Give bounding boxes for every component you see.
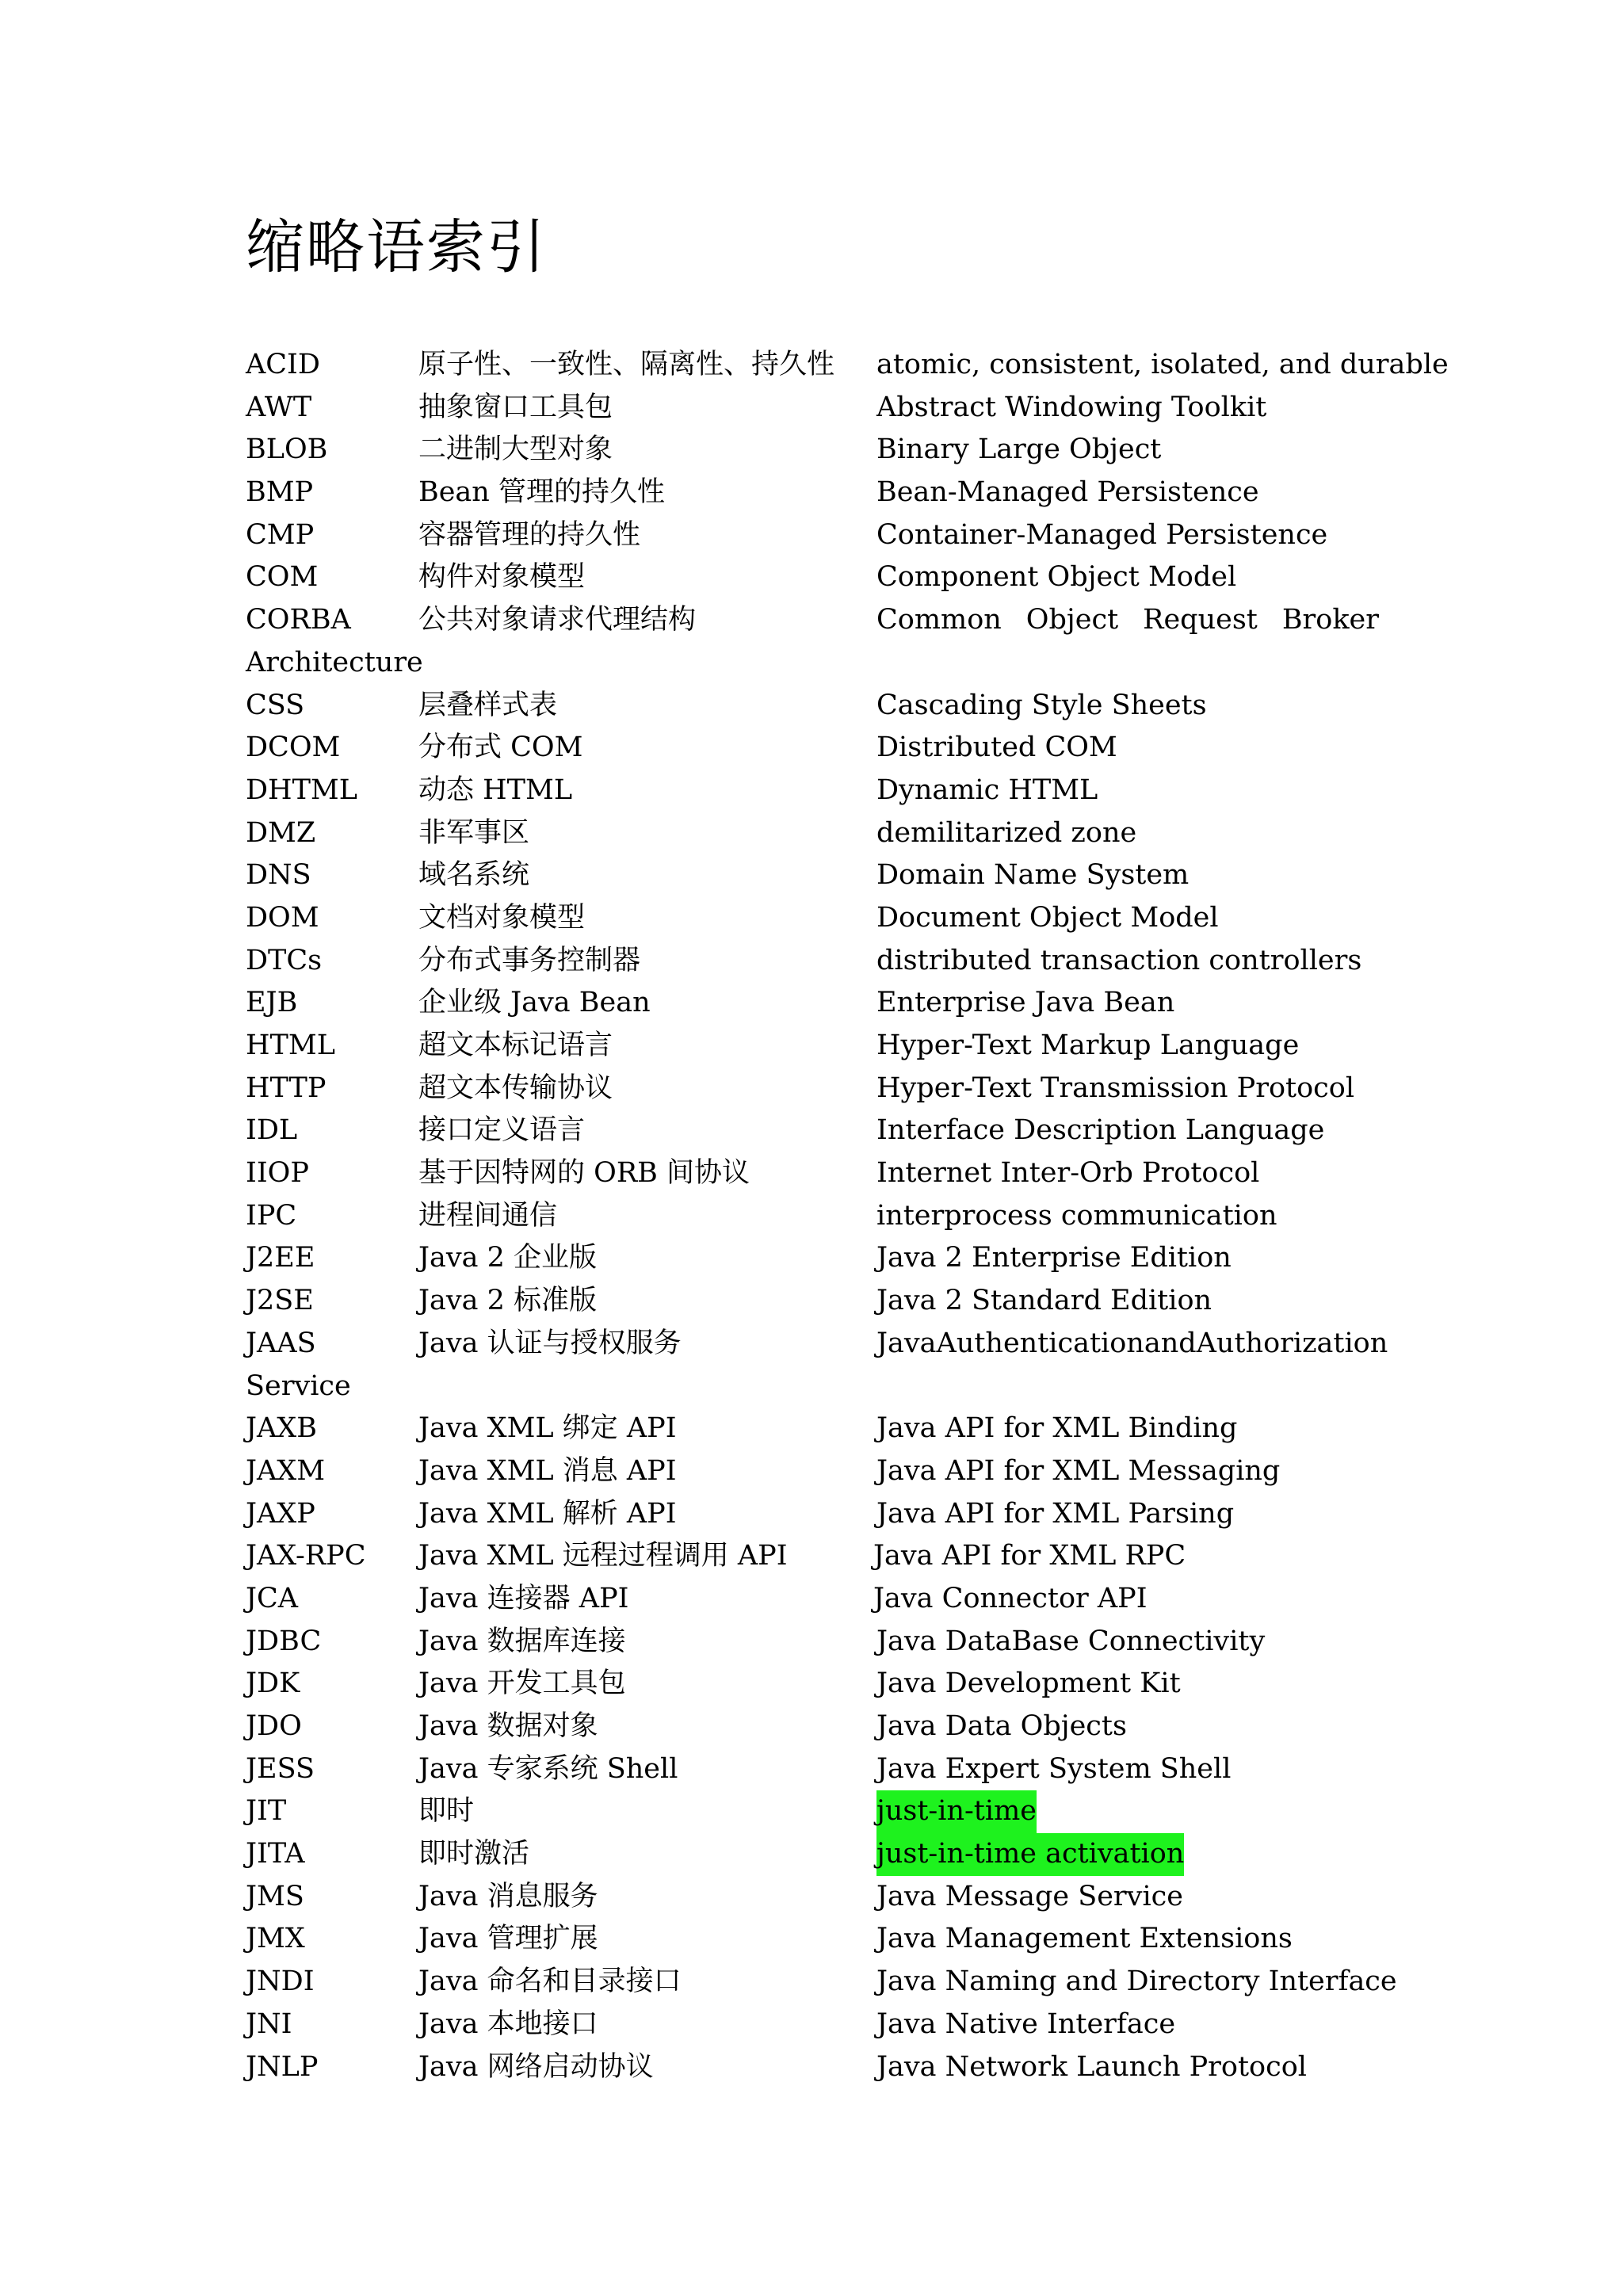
- abbreviation-row: [246, 556, 1379, 599]
- chinese-term: 进程间通信: [418, 1199, 558, 1232]
- english-term-word: and: [1144, 1327, 1197, 1359]
- abbreviation-row: [246, 1068, 1379, 1110]
- abbreviation: CMP: [246, 518, 315, 551]
- english-term: Java API for XML Messaging: [876, 1454, 1281, 1487]
- abbreviation: DNS: [246, 859, 311, 892]
- english-term: Cascading Style Sheets: [876, 689, 1207, 721]
- abbreviation: BMP: [246, 476, 314, 509]
- chinese-term: 动态 HTML: [418, 774, 573, 806]
- chinese-term: Java XML 远程过程调用 API: [418, 1540, 788, 1572]
- chinese-term: Java 消息服务: [418, 1880, 598, 1912]
- abbreviation-row: [246, 1323, 1388, 1408]
- english-term-word: Authentication: [936, 1327, 1144, 1359]
- english-term: Dynamic HTML: [876, 774, 1098, 806]
- english-term: Java API for XML Binding: [876, 1412, 1238, 1445]
- chinese-term: 即时激活: [418, 1838, 530, 1870]
- abbreviation-row: [246, 854, 1379, 897]
- english-term-word: Common: [876, 604, 1002, 636]
- chinese-term: 分布式事务控制器: [418, 944, 641, 976]
- chinese-term: Java 管理扩展: [418, 1923, 598, 1955]
- abbreviation: J2SE: [246, 1285, 314, 1317]
- chinese-term: 即时: [418, 1795, 475, 1828]
- english-term: Java Native Interface: [876, 2008, 1176, 2040]
- chinese-term: 构件对象模型: [418, 561, 586, 594]
- abbreviation-row: [246, 1918, 1379, 1961]
- abbreviation: AWT: [246, 391, 312, 423]
- english-term-word: Authorization: [1196, 1327, 1388, 1359]
- english-term: [876, 599, 1379, 642]
- abbreviation: HTTP: [246, 1072, 327, 1104]
- abbreviation-row: [246, 1790, 1379, 1833]
- abbreviation-row: [246, 685, 1379, 728]
- english-term: Java 2 Standard Edition: [876, 1285, 1212, 1317]
- abbreviation-row: [246, 429, 1379, 472]
- abbreviation-row: [246, 1535, 1379, 1578]
- english-term: [876, 1323, 1388, 1366]
- abbreviation: J2EE: [246, 1242, 315, 1274]
- abbreviation-row: [246, 344, 1449, 387]
- english-term: Java Data Objects: [876, 1710, 1127, 1743]
- english-term-continuation: Service: [246, 1370, 351, 1402]
- abbreviation: COM: [246, 561, 319, 594]
- abbreviation-row: [246, 472, 1379, 514]
- chinese-term: 基于因特网的 ORB 间协议: [418, 1157, 750, 1190]
- english-term: Java DataBase Connectivity: [876, 1625, 1266, 1657]
- abbreviation-row: [246, 770, 1379, 812]
- chinese-term: 域名系统: [418, 859, 530, 892]
- english-term: distributed transaction controllers: [876, 944, 1362, 976]
- abbreviation-row: [246, 812, 1379, 855]
- abbreviation-row: [246, 1493, 1379, 1536]
- chinese-term: Java 开发工具包: [418, 1668, 626, 1700]
- english-term: Java Development Kit: [876, 1668, 1181, 1700]
- chinese-term: 企业级 Java Bean: [418, 987, 651, 1019]
- abbreviation: DOM: [246, 901, 319, 934]
- abbreviation: JITA: [246, 1838, 305, 1870]
- abbreviation-row: [246, 1025, 1379, 1068]
- english-term: Java Management Extensions: [876, 1923, 1293, 1955]
- abbreviation-row: [246, 1748, 1379, 1791]
- abbreviation-row: [246, 514, 1379, 557]
- abbreviation: JIT: [246, 1795, 287, 1828]
- abbreviation: DCOM: [246, 732, 341, 764]
- english-term: Java Network Launch Protocol: [876, 2050, 1307, 2083]
- abbreviation: JNI: [246, 2008, 292, 2040]
- english-term: Java API for XML Parsing: [876, 1497, 1235, 1530]
- chinese-term: 超文本标记语言: [418, 1030, 613, 1062]
- abbreviation-list: [246, 344, 1449, 2088]
- abbreviation-row: [246, 1876, 1379, 1919]
- abbreviation: DTCs: [246, 944, 323, 976]
- abbreviation-row: [246, 1110, 1379, 1152]
- chinese-term: Java XML 消息 API: [418, 1454, 677, 1487]
- chinese-term: 公共对象请求代理结构: [418, 604, 697, 636]
- abbreviation: JAXP: [246, 1497, 315, 1530]
- abbreviation: JDK: [246, 1668, 300, 1700]
- english-term-word: Broker: [1281, 604, 1379, 636]
- chinese-term: Java 命名和目录接口: [418, 1966, 682, 1998]
- english-term-word: Object: [1025, 604, 1119, 636]
- abbreviation: JAAS: [246, 1327, 316, 1359]
- english-term-highlighted: just-in-time activation: [876, 1833, 1184, 1876]
- abbreviation: JMX: [246, 1923, 305, 1955]
- abbreviation-row: [246, 1152, 1379, 1195]
- abbreviation: IPC: [246, 1199, 297, 1232]
- chinese-term: 原子性、一致性、隔离性、持久性: [418, 349, 835, 380]
- abbreviation-row: [246, 1450, 1379, 1493]
- english-term-highlighted: just-in-time: [876, 1790, 1037, 1833]
- chinese-term: 层叠样式表: [418, 689, 558, 721]
- abbreviation-row: [246, 1621, 1379, 1664]
- english-term: Abstract Windowing Toolkit: [876, 391, 1267, 423]
- abbreviation-row: [246, 1833, 1379, 1876]
- english-term: Interface Description Language: [876, 1114, 1325, 1147]
- english-term: Bean-Managed Persistence: [876, 476, 1259, 509]
- abbreviation-row: [246, 982, 1379, 1025]
- chinese-term: Java 本地接口: [418, 2008, 598, 2040]
- abbreviation-row: [246, 1961, 1397, 2004]
- english-term: demilitarized zone: [876, 816, 1137, 849]
- abbreviation-row: [246, 2046, 1379, 2089]
- english-term: Java Message Service: [876, 1880, 1183, 1912]
- abbreviation: JDO: [246, 1710, 302, 1743]
- chinese-term: Java 认证与授权服务: [418, 1327, 682, 1359]
- abbreviation: JESS: [246, 1752, 315, 1785]
- abbreviation-row: [246, 387, 1379, 430]
- english-term-word: Request: [1143, 604, 1258, 636]
- english-term: Java Connector API: [873, 1582, 1148, 1614]
- chinese-term: 二进制大型对象: [418, 434, 613, 466]
- abbreviation-row: [246, 727, 1379, 770]
- chinese-term: Java 数据对象: [418, 1710, 598, 1743]
- english-term: Java 2 Enterprise Edition: [876, 1242, 1232, 1274]
- abbreviation: BLOB: [246, 434, 328, 466]
- chinese-term: 分布式 COM: [418, 732, 583, 764]
- abbreviation-row: [246, 1578, 1379, 1621]
- chinese-term: Java XML 绑定 API: [418, 1412, 677, 1445]
- english-term: atomic, consistent, isolated, and durable: [876, 349, 1449, 380]
- abbreviation: IDL: [246, 1114, 298, 1147]
- chinese-term: Java 连接器 API: [418, 1582, 629, 1614]
- abbreviation-row: [246, 1408, 1379, 1450]
- english-term: Enterprise Java Bean: [876, 987, 1175, 1019]
- abbreviation-row: [246, 2004, 1379, 2046]
- abbreviation-row: [246, 1237, 1379, 1280]
- chinese-term: 抽象窗口工具包: [418, 391, 613, 423]
- english-term: Hyper-Text Transmission Protocol: [876, 1072, 1355, 1104]
- abbreviation: JAX-RPC: [246, 1540, 366, 1572]
- chinese-term: 接口定义语言: [418, 1114, 586, 1147]
- chinese-term: Java 2 标准版: [418, 1285, 598, 1317]
- abbreviation: JCA: [246, 1582, 299, 1614]
- abbreviation: JNDI: [246, 1966, 315, 1998]
- chinese-term: Java 网络启动协议: [418, 2050, 654, 2083]
- abbreviation: JDBC: [246, 1625, 322, 1657]
- abbreviation: JMS: [246, 1880, 304, 1912]
- abbreviation: JAXB: [246, 1412, 317, 1445]
- english-term: Distributed COM: [876, 732, 1117, 764]
- page-title: 缩略语索引: [246, 213, 547, 281]
- abbreviation-row: [246, 1280, 1379, 1323]
- abbreviation-row: [246, 1195, 1379, 1238]
- abbreviation: CORBA: [246, 604, 351, 636]
- chinese-term: Java XML 解析 API: [418, 1497, 677, 1530]
- chinese-term: Bean 管理的持久性: [418, 476, 665, 509]
- abbreviation: DMZ: [246, 816, 316, 849]
- english-term: Container-Managed Persistence: [876, 518, 1328, 551]
- abbreviation: ACID: [246, 349, 320, 380]
- chinese-term: Java 2 企业版: [418, 1242, 598, 1274]
- english-term: Component Object Model: [876, 561, 1237, 594]
- english-term: Java API for XML RPC: [873, 1540, 1186, 1572]
- english-term: Binary Large Object: [876, 434, 1162, 466]
- abbreviation-row: [246, 1663, 1379, 1706]
- english-term: interprocess communication: [876, 1199, 1277, 1232]
- english-term: Hyper-Text Markup Language: [876, 1030, 1300, 1062]
- english-term: Java Naming and Directory Interface: [876, 1966, 1397, 1998]
- english-term: Internet Inter-Orb Protocol: [876, 1157, 1260, 1190]
- abbreviation: HTML: [246, 1030, 335, 1062]
- chinese-term: 文档对象模型: [418, 901, 586, 934]
- english-term-continuation: Architecture: [246, 646, 423, 678]
- abbreviation-row: [246, 897, 1379, 940]
- abbreviation: EJB: [246, 987, 298, 1019]
- english-term: Document Object Model: [876, 901, 1219, 934]
- abbreviation: JAXM: [246, 1454, 326, 1487]
- abbreviation-row: [246, 1706, 1379, 1748]
- english-term: Java Expert System Shell: [876, 1752, 1232, 1785]
- abbreviation: JNLP: [246, 2050, 319, 2083]
- chinese-term: Java 数据库连接: [418, 1625, 626, 1657]
- abbreviation-row: [246, 599, 1379, 684]
- abbreviation: DHTML: [246, 774, 358, 806]
- chinese-term: 超文本传输协议: [418, 1072, 613, 1104]
- abbreviation: CSS: [246, 689, 305, 721]
- chinese-term: 容器管理的持久性: [418, 518, 641, 551]
- english-term: Domain Name System: [876, 859, 1190, 892]
- abbreviation-row: [246, 940, 1379, 983]
- chinese-term: 非军事区: [418, 816, 530, 849]
- chinese-term: Java 专家系统 Shell: [418, 1752, 678, 1785]
- abbreviation: IIOP: [246, 1157, 309, 1190]
- english-term-word: Java: [876, 1327, 937, 1359]
